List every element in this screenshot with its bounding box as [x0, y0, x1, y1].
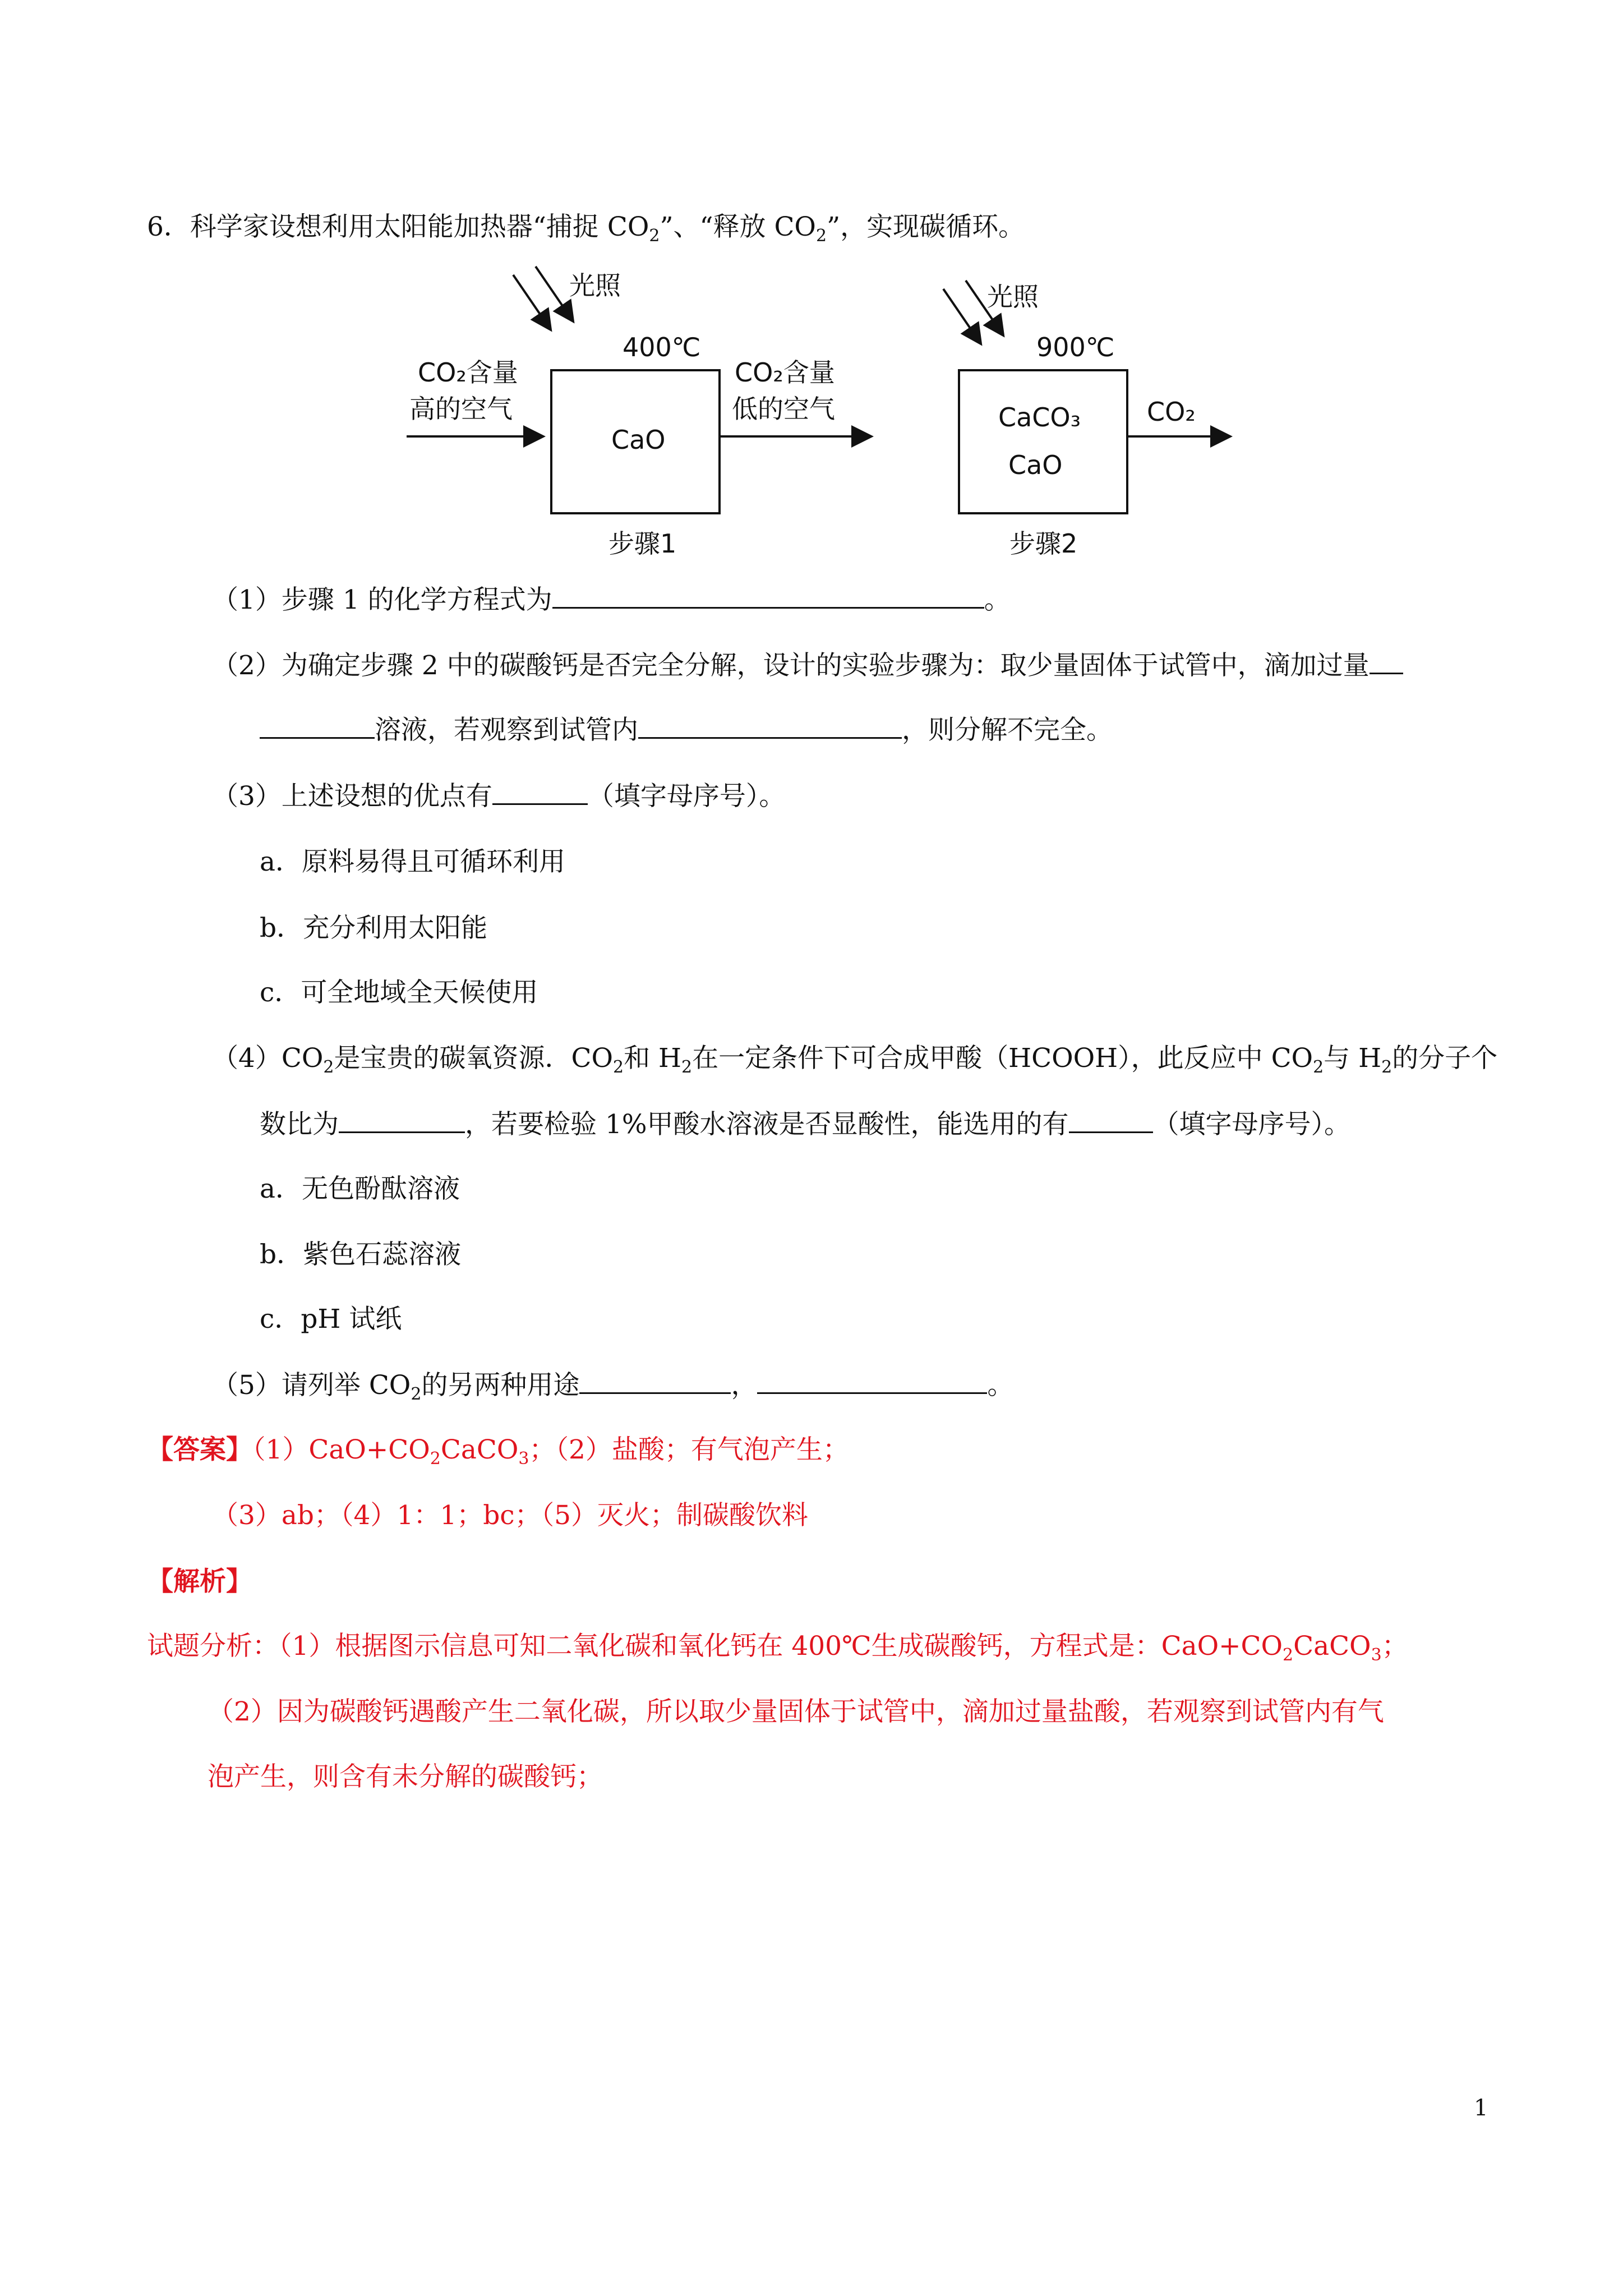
q4-option-b: b．紫色石蕊溶液 [260, 1239, 462, 1270]
q4-line2: 数比为 ，若要检验 1%甲酸水溶液是否显酸性，能选用的有 （填字母序号）。 [260, 1109, 1351, 1140]
analysis-label: 【解析】 [147, 1566, 252, 1597]
q2-observation-blank[interactable] [638, 715, 902, 739]
q3-option-c: c．可全地域全天候使用 [260, 977, 538, 1008]
step2-temperature: 900℃ [1036, 332, 1115, 362]
step1-output-label-line1: CO₂含量 [735, 357, 835, 388]
q4-option-a: a．无色酚酞溶液 [260, 1174, 460, 1204]
q3-answer-blank[interactable] [492, 781, 588, 805]
q2-reagent-blank-part2[interactable] [260, 715, 375, 739]
q1: （1）步骤 1 的化学方程式为 。 [212, 585, 1011, 615]
q3-option-a: a．原料易得且可循环利用 [260, 846, 566, 877]
step1-label: 步骤1 [608, 528, 677, 559]
q1-answer-blank[interactable] [552, 585, 984, 609]
step1-light-label: 光照 [569, 270, 621, 301]
q2-line1: （2）为确定步骤 2 中的碳酸钙是否完全分解，设计的实验步骤为：取少量固体于试管中，滴加过量 [212, 649, 1403, 683]
q5: （5）请列举 $CO_2$的另两种用途 ， 。 [212, 1370, 1014, 1404]
step2-light-label: 光照 [987, 282, 1039, 312]
carbon-cycle-diagram [393, 258, 1245, 572]
q4-indicator-blank[interactable] [1069, 1109, 1153, 1133]
analysis-line2: （2）因为碳酸钙遇酸产生二氧化碳，所以取少量固体于试管中，滴加过量盐酸，若观察到试管内有气 [208, 1696, 1384, 1727]
answer-label: 【答案】 [147, 1434, 252, 1465]
analysis-line3: 泡产生，则含有未分解的碳酸钙； [208, 1761, 603, 1792]
step1-temperature: 400℃ [623, 332, 701, 362]
page-number: 1 [1474, 2095, 1488, 2121]
q4-line1: $(4)CO_2$是宝贵的碳氧资源．$CO_2$和 $H_2$在一定条件下可合成甲酸（HCOOH），此反应中 $CO_2$与 $H_2$的分子个 [212, 1043, 1498, 1077]
q3-option-b: b．充分利用太阳能 [260, 913, 488, 944]
q5-use-blank-1[interactable] [579, 1370, 731, 1394]
step1-output-label-line2: 低的空气 [732, 394, 835, 424]
step2-reactor-box [959, 370, 1127, 513]
q5-use-blank-2[interactable] [757, 1370, 987, 1394]
step1-box-content: CaO [611, 425, 666, 455]
q4-option-c: c．pH 试纸 [260, 1304, 402, 1335]
step1-light-arrows [513, 266, 572, 328]
question-title: 6．科学家设想利用太阳能加热器“捕捉 $CO_2$”、“释放 $CO_2$”，实现碳循环。 [147, 211, 1025, 246]
q3: （3）上述设想的优点有 （填字母序号）。 [212, 781, 786, 812]
step2-label: 步骤2 [1009, 528, 1078, 559]
step2-box-content-line2: CaO [1008, 450, 1063, 480]
answer-line2: （3）ab；（4）1：1；bc；（5）灭火；制碳酸饮料 [212, 1500, 809, 1531]
step1-input-label-line1: CO₂含量 [418, 357, 518, 388]
step1-input-label-line2: 高的空气 [409, 394, 513, 424]
step2-output-label: CO₂ [1147, 397, 1196, 427]
q2-line2: 溶液，若观察到试管内 ，则分解不完全。 [260, 714, 1113, 747]
q4-ratio-blank[interactable] [339, 1109, 465, 1133]
analysis-line1: 试题分析：（1）根据图示信息可知二氧化碳和氧化钙在 400℃生成碳酸钙，方程式是：$CaO+CO_2CaCO_3$； [147, 1631, 1408, 1665]
q2-reagent-blank-part1[interactable] [1370, 650, 1403, 674]
step2-box-content-line1: CaCO₃ [998, 402, 1081, 432]
answer-line1: 【答案】$(1)CaO+CO_2CaCO_3$；（2）盐酸；有气泡产生； [147, 1434, 849, 1469]
